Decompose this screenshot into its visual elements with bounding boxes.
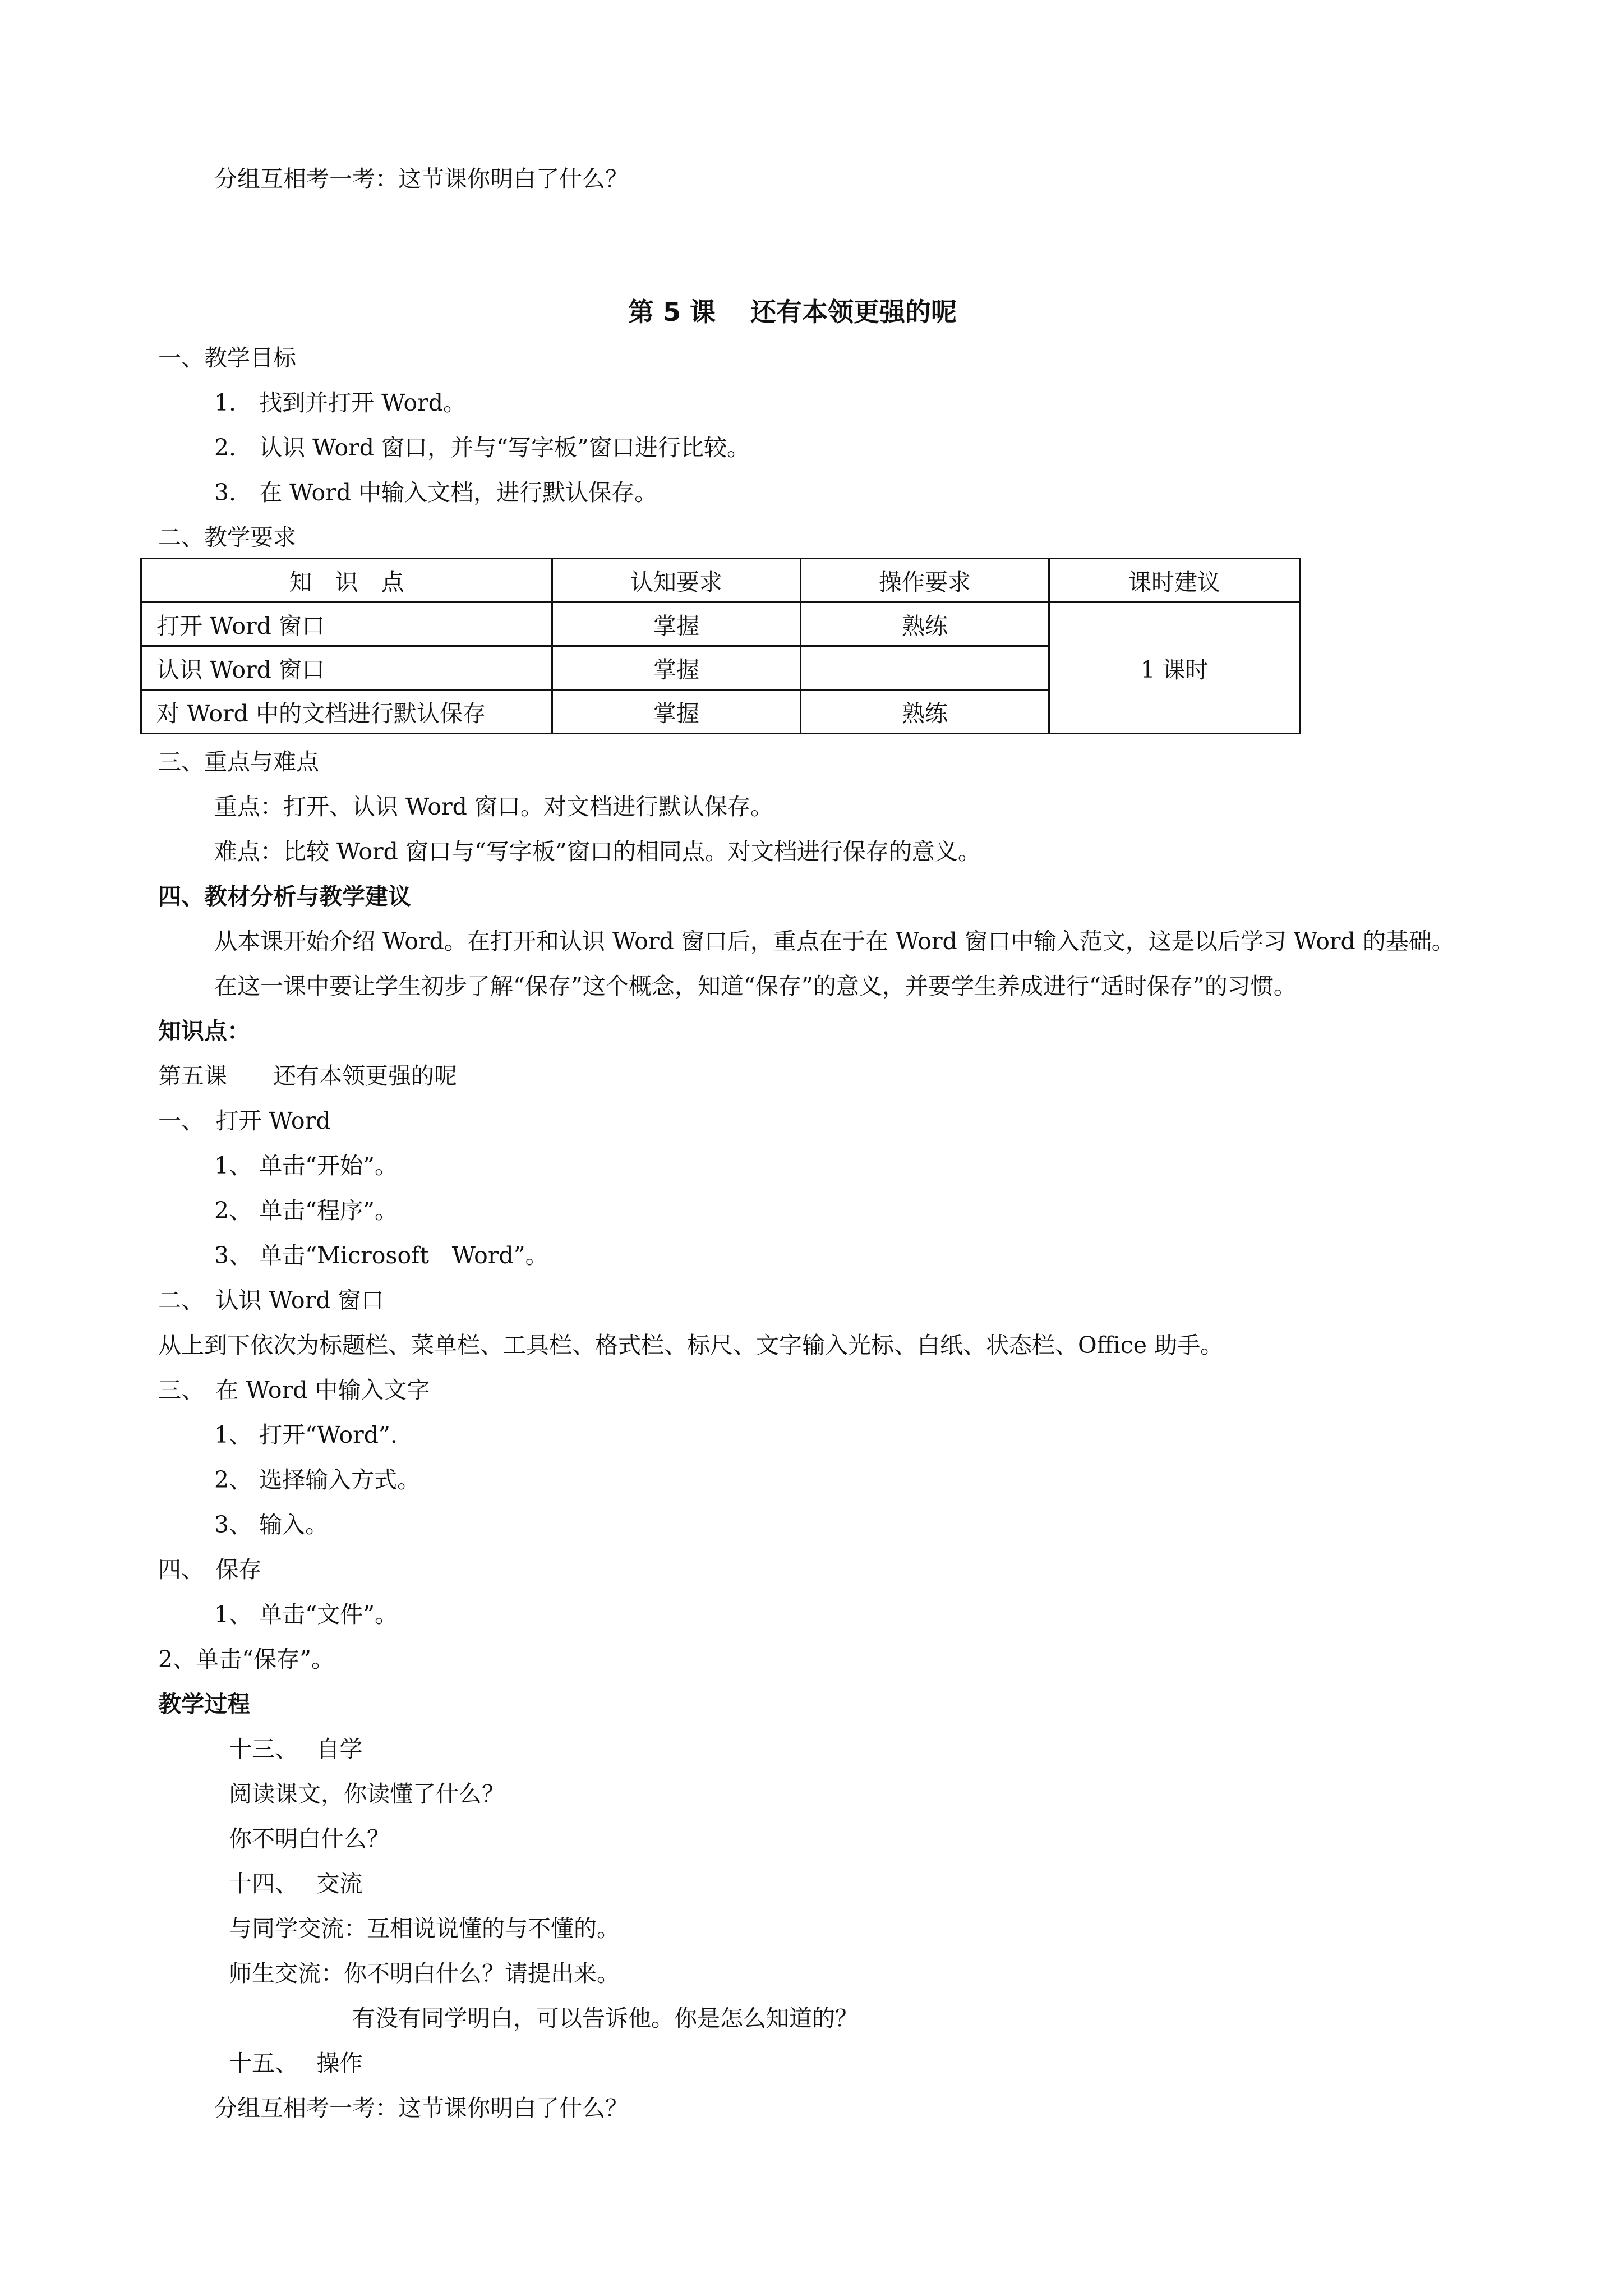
table-cell: 打开 Word 窗口 — [141, 602, 552, 646]
analysis-paragraph: 从本课开始介绍 Word。在打开和认识 Word 窗口后，重点在于在 Word 窗口中输入范文，这是以后学习 Word 的基础。 — [214, 928, 1455, 955]
table-cell: 熟练 — [801, 690, 1049, 734]
kp-open-item: 2、 单击“程序”。 — [214, 1197, 398, 1224]
header-cell: 课时建议 — [1049, 559, 1300, 602]
process-line: 与同学交流：互相说说懂的与不懂的。 — [229, 1915, 620, 1942]
kp-input-item: 2、 选择输入方式。 — [214, 1466, 421, 1493]
section-goals-heading: 一、教学目标 — [158, 344, 296, 371]
goal-item: 2． 认识 Word 窗口，并与“写字板”窗口进行比较。 — [214, 434, 750, 461]
analysis-paragraph: 在这一课中要让学生初步了解“保存”这个概念，知道“保存”的意义，并要学生养成进行“适时保存”的习惯。 — [214, 973, 1297, 1000]
kp-input-item: 3、 输入。 — [214, 1511, 329, 1538]
section-key-points-heading: 三、重点与难点 — [158, 748, 319, 775]
goal-item: 1． 找到并打开 Word。 — [214, 389, 467, 416]
lesson-title: 第 5 课 还有本领更强的呢 — [628, 297, 957, 327]
kp-input-heading: 三、 在 Word 中输入文字 — [158, 1377, 430, 1404]
process-line: 阅读课文，你读懂了什么？ — [229, 1780, 505, 1807]
kp-know-heading: 二、 认识 Word 窗口 — [158, 1287, 384, 1314]
kp-open-item: 3、 单击“Microsoft Word”。 — [214, 1242, 548, 1269]
header-cell: 认知要求 — [552, 559, 801, 602]
table-cell: 掌握 — [552, 602, 801, 646]
kp-save-heading: 四、 保存 — [158, 1556, 262, 1583]
header-cell: 操作要求 — [801, 559, 1049, 602]
table-cell: 认识 Word 窗口 — [141, 646, 552, 690]
kp-input-item: 1、 打开“Word”. — [214, 1421, 398, 1448]
process-line: 分组互相考一考：这节课你明白了什么？ — [214, 2095, 628, 2122]
table-row — [141, 602, 1300, 646]
process-talk-heading: 十四、 交流 — [229, 1870, 363, 1897]
table-header-row — [141, 559, 1300, 602]
key-point-text: 重点：打开、认识 Word 窗口。对文档进行默认保存。 — [214, 793, 773, 820]
goal-item: 3． 在 Word 中输入文档，进行默认保存。 — [214, 479, 658, 506]
difficult-point-text: 难点：比较 Word 窗口与“写字板”窗口的相同点。对文档进行保存的意义。 — [214, 838, 981, 865]
table-cell: 对 Word 中的文档进行默认保存 — [141, 690, 552, 734]
process-line: 你不明白什么？ — [229, 1825, 390, 1852]
section-analysis-heading: 四、教材分析与教学建议 — [158, 883, 411, 910]
kp-save-item: 2、单击“保存”。 — [158, 1646, 335, 1673]
kp-open-item: 1、 单击“开始”。 — [214, 1152, 398, 1179]
table-cell: 熟练 — [801, 602, 1049, 646]
requirements-table — [140, 558, 1301, 734]
header-cell: 知 识 点 — [141, 559, 552, 602]
section-requirements-heading: 二、教学要求 — [158, 524, 296, 551]
process-line: 有没有同学明白，可以告诉他。你是怎么知道的？ — [352, 2005, 858, 2032]
knowledge-heading: 知识点： — [158, 1018, 250, 1045]
process-op-heading: 十五、 操作 — [229, 2050, 363, 2077]
process-self-heading: 十三、 自学 — [229, 1736, 363, 1763]
knowledge-lesson: 第五课 还有本领更强的呢 — [158, 1062, 457, 1089]
kp-know-text: 从上到下依次为标题栏、菜单栏、工具栏、格式栏、标尺、文字输入光标、白纸、状态栏、Office 助手。 — [158, 1332, 1224, 1359]
process-line: 师生交流：你不明白什么？请提出来。 — [229, 1960, 620, 1987]
table-cell: 掌握 — [552, 646, 801, 690]
table-cell: 掌握 — [552, 690, 801, 734]
kp-open-heading: 一、 打开 Word — [158, 1107, 331, 1134]
kp-save-item: 1、 单击“文件”。 — [214, 1601, 398, 1628]
process-heading: 教学过程 — [158, 1691, 250, 1718]
hours-cell: 1 课时 — [1049, 602, 1300, 734]
top-line: 分组互相考一考：这节课你明白了什么？ — [214, 165, 628, 192]
table-cell — [801, 646, 1049, 690]
